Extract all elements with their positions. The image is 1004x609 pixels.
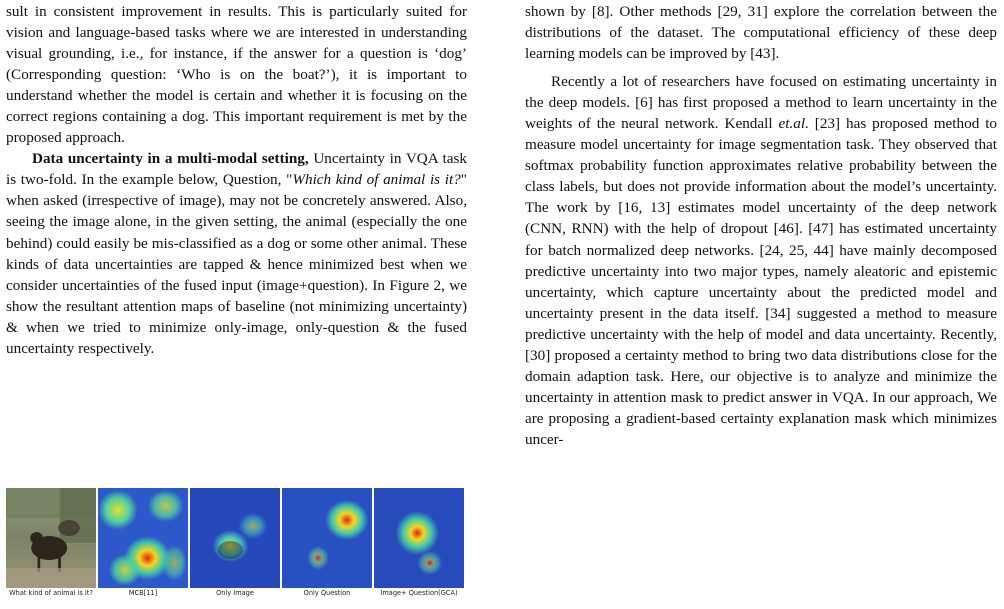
figure-attention-maps [6, 488, 464, 603]
right-paragraph-2-text-a: Recently a lot of researchers have focused on estimating uncertainty in the deep models. [6] has first proposed a method to learn uncertainty in the weights of the neural network. Kendall [525, 73, 997, 133]
paragraph-heading: Data uncertainty in a multi-modal setting, [32, 150, 309, 168]
left-paragraph-1: sult in consistent improvement in results. This is particularly suited for vision and language-based tasks where we are interested in understanding visual grounding, i.e., for instance, if the answer for a question is ‘dog’ (Corresponding question: ‘Who is on the boat?’), it is important to understand whether the model is certain and whether it is focusing on the correct regions containing a dog. This important requirement is met by the proposed approach. [6, 3, 467, 147]
left-paragraph-2-text-b: " when asked (irrespective of image), may not be concretely answered. Also, seeing the image alone, in the given setting, the animal (especially the one behind) could easily be mis-classified as a dog or some other animal. These kinds of data uncertainties are tapped & hence minimized best when we consider uncertainties of the fused input (image+question). In Figure 2, we show the resultant attention maps of baseline (not minimizing uncertainty) & when we tried to minimize only-image, only-question & the fused uncertainty respectively. [6, 171, 467, 357]
right-column [525, 1, 997, 450]
right-paragraph-1: shown by [8]. Other methods [29, 31] explore the correlation between the distributions of the dataset. The computational efficiency of these deep learning models can be improved by [43]. [525, 3, 997, 63]
figure-panel-only-question-attention [282, 488, 372, 588]
right-paragraph-2-text-b: [23] has proposed method to measure model uncertainty for image segmentation task. They observed that softmax probability function approximates relative probability between the class labels, but does not provide information about the model’s uncertainty. The work by [16, 13] estimates model uncertainty of the deep network (CNN, RNN) with the help of dropout [46]. [47] has estimated uncertainty for batch normalized deep networks. [24, 25, 44] have mainly decomposed predictive uncertainty into two major types, namely aleatoric and epistemic uncertainty, which capture uncertainty about the predicted model and uncertainty present in the data itself. [34] suggested a method to measure predictive uncertainty with the help of model and data uncertainty. Recently, [30] proposed a certainty method to bring two data distributions close for the domain adaption task. Here, our objective is to analyze and minimize the uncertainty in attention mask to predict answer in VQA. In our approach, We are proposing a gradient-based certainty explanation mask which minimizes uncer- [525, 115, 998, 448]
caption-mcb: MCB[11] [128, 589, 158, 597]
figure-panel-only-image-attention [190, 488, 280, 588]
left-column [6, 1, 467, 359]
et-al: et.al. [778, 115, 809, 133]
caption-only-image: Only Image [216, 589, 254, 597]
figure-panel-gca-attention [374, 488, 464, 588]
figure-panel-mcb-attention [98, 488, 188, 588]
right-paragraph-2 [525, 71, 997, 450]
figure-captions [6, 589, 464, 597]
example-question: Which kind of animal is it? [292, 171, 461, 189]
caption-question: What kind of animal is it? [9, 589, 93, 597]
figure-panel-original-image [6, 488, 96, 588]
left-paragraph-2-text-a: Uncertainty in VQA task is two-fold. In the example below, Question, " [6, 150, 467, 189]
caption-only-question: Only Question [303, 589, 351, 597]
left-paragraph-2 [6, 148, 467, 358]
caption-gca: Image+ Question(GCA) [380, 589, 458, 597]
figure-panels [6, 488, 464, 588]
